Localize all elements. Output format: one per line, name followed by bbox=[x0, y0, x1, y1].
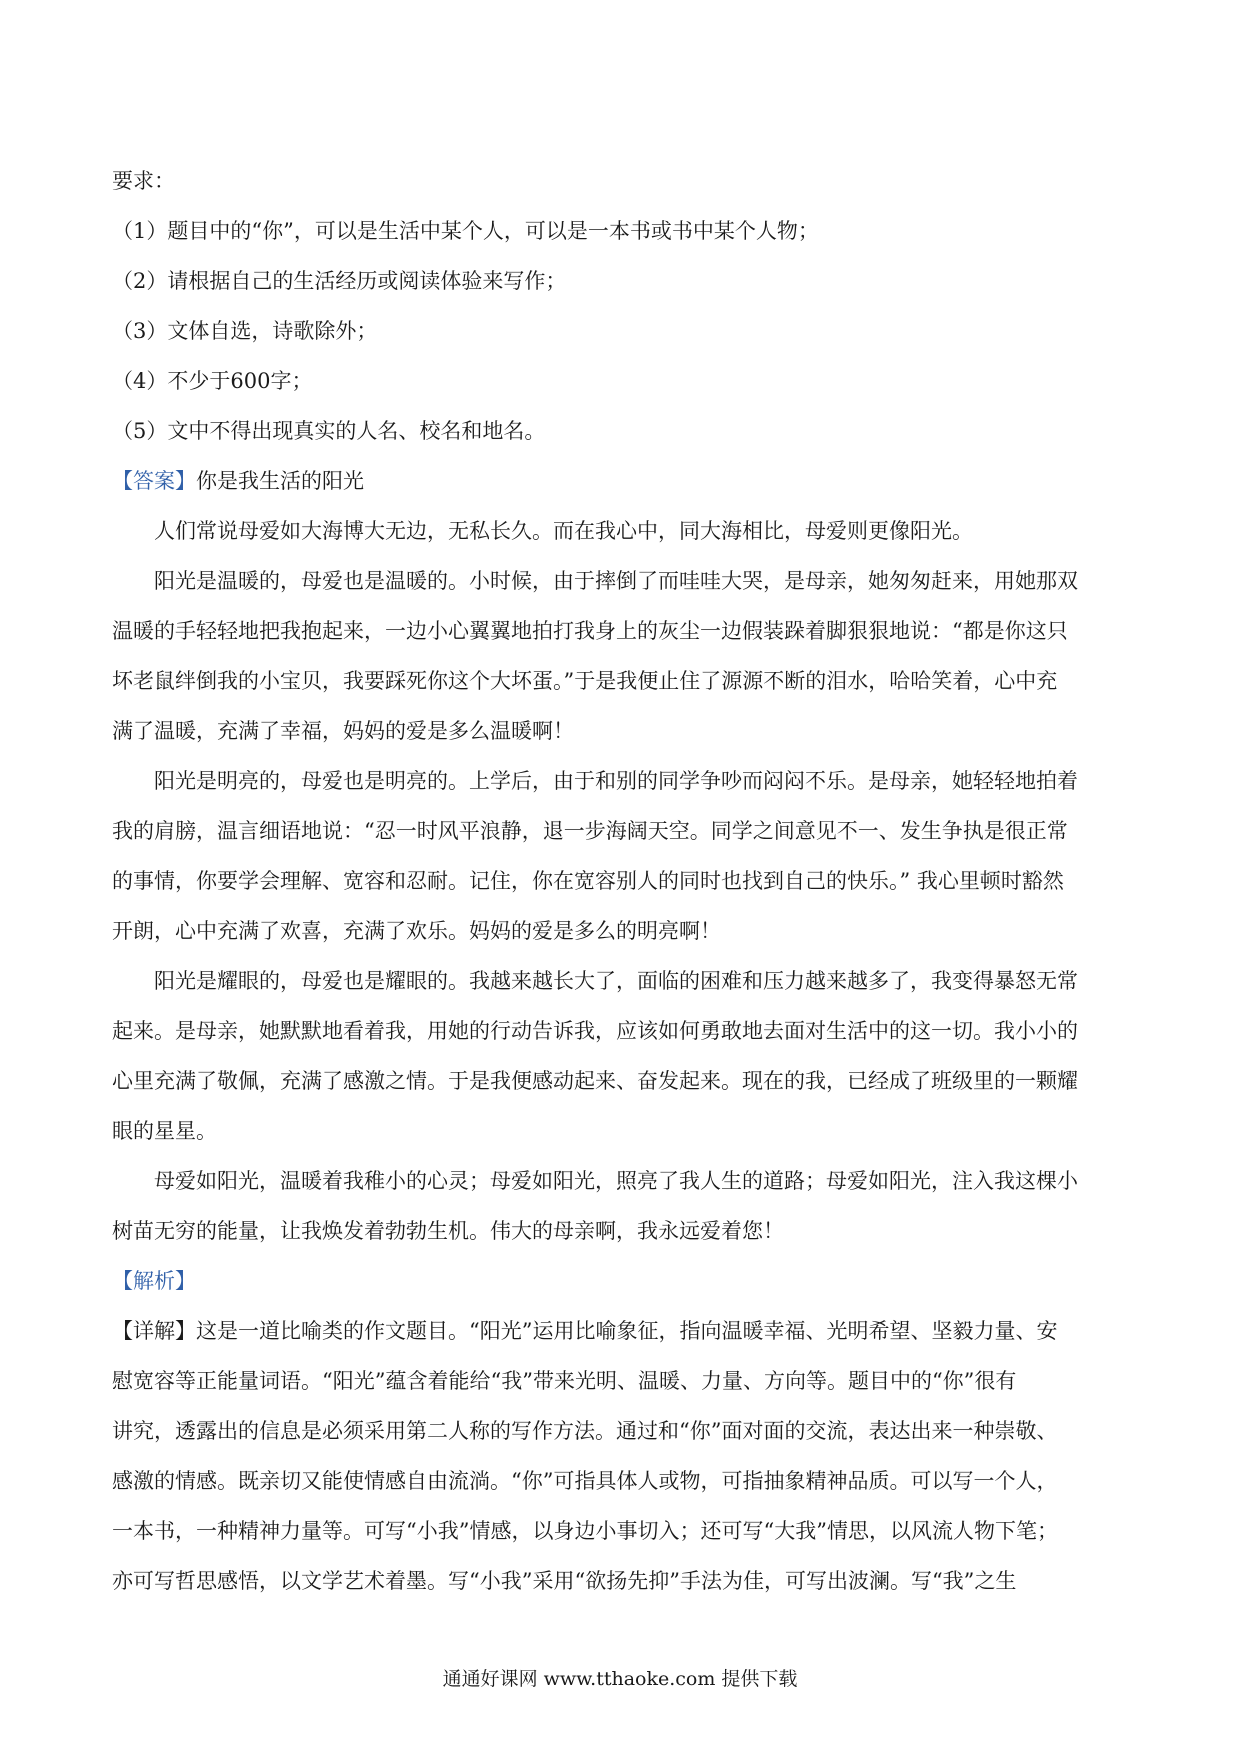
analysis-tag: 【解析】 bbox=[112, 1269, 196, 1293]
requirements-heading: 要求： bbox=[112, 169, 175, 193]
detail-tag: 【详解】 bbox=[112, 1319, 196, 1343]
analysis-line bbox=[112, 1306, 1136, 1356]
essay-line: 人们常说母爱如大海博大无边，无私长久。而在我心中，同大海相比，母爱则更像阳光。 bbox=[154, 519, 973, 543]
essay-line: 阳光是温暖的，母爱也是温暖的。小时候，由于摔倒了而哇哇大哭，是母亲，她匆匆赶来，用她那双 bbox=[154, 569, 1078, 593]
essay-line: 满了温暖，充满了幸福，妈妈的爱是多么温暖啊！ bbox=[112, 719, 574, 743]
analysis-line: 亦可写哲思感悟，以文学艺术着墨。写“小我”采用“欲扬先抑”手法为佳，可写出波澜。写“我”之生 bbox=[112, 1569, 1017, 1593]
essay-line: 起来。是母亲，她默默地看着我，用她的行动告诉我，应该如何勇敢地去面对生活中的这一切。我小小的 bbox=[112, 1019, 1078, 1043]
document-body bbox=[112, 156, 1136, 1606]
essay-line: 坏老鼠绊倒我的小宝贝，我要踩死你这个大坏蛋。”于是我便止住了源源不断的泪水，哈哈笑着，心中充 bbox=[112, 669, 1058, 693]
requirement-item: （3）文体自选，诗歌除外； bbox=[112, 319, 378, 343]
answer-header bbox=[112, 456, 1136, 506]
essay-line: 母爱如阳光，温暖着我稚小的心灵；母爱如阳光，照亮了我人生的道路；母爱如阳光，注入我这棵小 bbox=[154, 1169, 1078, 1193]
essay-line: 我的肩膀，温言细语地说：“忍一时风平浪静，退一步海阔天空。同学之间意见不一、发生争执是很正常 bbox=[112, 819, 1068, 843]
essay-line: 开朗，心中充满了欢喜，充满了欢乐。妈妈的爱是多么的明亮啊！ bbox=[112, 919, 721, 943]
essay-line: 温暖的手轻轻地把我抱起来，一边小心翼翼地拍打我身上的灰尘一边假装跺着脚狠狠地说：“都是你这只 bbox=[112, 619, 1068, 643]
analysis-line: 一本书，一种精神力量等。可写“小我”情感，以身边小事切入；还可写“大我”情思，以风流人物下笔； bbox=[112, 1519, 1058, 1543]
requirement-item: （4）不少于600字； bbox=[112, 369, 313, 393]
analysis-text: 这是一道比喻类的作文题目。“阳光”运用比喻象征，指向温暖幸福、光明希望、坚毅力量、安 bbox=[196, 1319, 1058, 1343]
analysis-line: 讲究，透露出的信息是必须采用第二人称的写作方法。通过和“你”面对面的交流，表达出来一种崇敬、 bbox=[112, 1419, 1058, 1443]
essay-line: 的事情，你要学会理解、宽容和忍耐。记住，你在宽容别人的同时也找到自己的快乐。” 我心里顿时豁然 bbox=[112, 869, 1064, 893]
essay-line: 眼的星星。 bbox=[112, 1119, 217, 1143]
analysis-line: 慰宽容等正能量词语。“阳光”蕴含着能给“我”带来光明、温暖、力量、方向等。题目中的“你”很有 bbox=[112, 1369, 1017, 1393]
essay-line: 阳光是明亮的，母爱也是明亮的。上学后，由于和别的同学争吵而闷闷不乐。是母亲，她轻轻地拍着 bbox=[154, 769, 1078, 793]
analysis-line: 感激的情感。既亲切又能使情感自由流淌。“你”可指具体人或物，可指抽象精神品质。可以写一个人， bbox=[112, 1469, 1058, 1493]
answer-tag: 【答案】 bbox=[112, 469, 196, 493]
essay-line: 心里充满了敬佩，充满了感激之情。于是我便感动起来、奋发起来。现在的我，已经成了班级里的一颗耀 bbox=[112, 1069, 1078, 1093]
essay-line: 阳光是耀眼的，母爱也是耀眼的。我越来越长大了，面临的困难和压力越来越多了，我变得暴怒无常 bbox=[154, 969, 1078, 993]
essay-line: 树苗无穷的能量，让我焕发着勃勃生机。伟大的母亲啊，我永远爱着您！ bbox=[112, 1219, 784, 1243]
requirement-item: （1）题目中的“你”，可以是生活中某个人，可以是一本书或书中某个人物； bbox=[112, 219, 819, 243]
requirement-item: （2）请根据自己的生活经历或阅读体验来写作； bbox=[112, 269, 567, 293]
requirement-item: （5）文中不得出现真实的人名、校名和地名。 bbox=[112, 419, 546, 443]
answer-title: 你是我生活的阳光 bbox=[196, 469, 364, 493]
page-footer: 通通好课网 www.tthaoke.com 提供下载 bbox=[442, 1668, 798, 1690]
analysis-header bbox=[112, 1256, 1136, 1306]
